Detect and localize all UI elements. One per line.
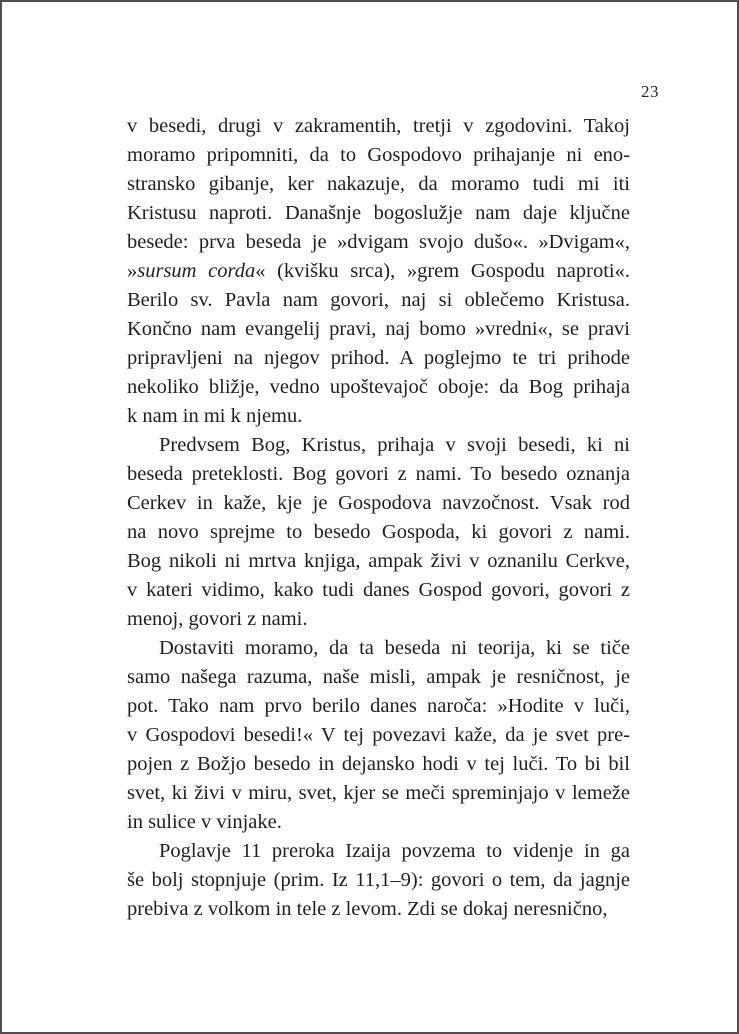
text-line [127, 750, 630, 779]
text-segment: pot. Tako nam prvo berilo danes naroča: »Hodite v luči, [127, 695, 630, 717]
text-segment: v kateri vidimo, kako tudi danes Gospod govori, govori z [127, 579, 630, 601]
text-line [127, 344, 630, 373]
text-segment: v Gospodovi besedi!« V tej povezavi kaže, da je svet pre- [127, 724, 630, 746]
text-line [127, 721, 630, 750]
text-line [127, 866, 630, 895]
text-segment: prebiva z volkom in tele z levom. Zdi se dokaj neresnično, [127, 898, 608, 920]
text-segment: in sulice v vinjake. [127, 811, 282, 833]
text-line [127, 402, 630, 431]
text-line [127, 547, 630, 576]
text-segment: še bolj stopnjuje (prim. Iz 11,1–9): govori o tem, da jagnje [127, 869, 630, 891]
text-line [127, 663, 630, 692]
text-line [127, 199, 630, 228]
text-block [127, 112, 630, 924]
text-segment: nekoliko bližje, vedno upoštevajoč oboje: da Bog prihaja [127, 376, 630, 398]
text-line [127, 170, 630, 199]
paragraph [127, 112, 630, 431]
text-line [127, 257, 630, 286]
text-line [127, 315, 630, 344]
text-line [127, 112, 630, 141]
text-segment: besede: prva beseda je »dvigam svojo dušo«. »Dvigam«, [127, 231, 630, 253]
text-segment: Berilo sv. Pavla nam govori, naj si oblečemo Kristusa. [127, 289, 630, 311]
text-segment: Kristusu naproti. Današnje bogoslužje nam daje ključne [127, 202, 630, 224]
paragraph [127, 634, 630, 837]
text-segment: na novo sprejme to besedo Gospoda, ki govori z nami. [127, 521, 630, 543]
text-line [127, 460, 630, 489]
page-number: 23 [641, 82, 659, 101]
text-segment: beseda preteklosti. Bog govori z nami. To besedo oznanja [127, 463, 630, 485]
text-line [127, 692, 630, 721]
text-line [127, 489, 630, 518]
text-segment: » [127, 260, 138, 282]
text-line [127, 228, 630, 257]
text-line [127, 373, 630, 402]
text-line [127, 518, 630, 547]
text-segment: samo našega razuma, naše misli, ampak je resničnost, je [127, 666, 630, 688]
paragraph [127, 837, 630, 924]
text-line [127, 141, 630, 170]
text-segment: moramo pripomniti, da to Gospodovo prihajanje ni eno- [127, 144, 630, 166]
text-line [127, 895, 630, 924]
text-line [127, 605, 630, 634]
text-segment: svet, ki živi v miru, svet, kjer se meči spreminjajo v lemeže [127, 782, 630, 804]
text-segment: pripravljeni na njegov prihod. A poglejmo te tri prihode [127, 347, 630, 369]
text-line [127, 808, 630, 837]
text-line [127, 779, 630, 808]
text-segment: v besedi, drugi v zakramentih, tretji v zgodovini. Takoj [127, 115, 630, 137]
text-segment: k nam in mi k njemu. [127, 405, 303, 427]
text-segment: Bog nikoli ni mrtva knjiga, ampak živi v oznanilu Cerkve, [127, 550, 630, 572]
text-line [127, 576, 630, 605]
text-segment: Dostaviti moramo, da ta beseda ni teorija, ki se tiče [159, 637, 630, 659]
text-segment: Predvsem Bog, Kristus, prihaja v svoji besedi, ki ni [159, 434, 630, 456]
italic-latin-phrase: sursum corda [137, 260, 256, 282]
paragraph [127, 431, 630, 634]
text-line [127, 837, 630, 866]
text-segment: « (kvišku srca), »grem Gospodu naproti«. [255, 260, 630, 282]
text-line [127, 286, 630, 315]
text-segment: Cerkev in kaže, kje je Gospodova navzočnost. Vsak rod [127, 492, 630, 514]
text-segment: menoj, govori z nami. [127, 608, 308, 630]
text-segment: Poglavje 11 preroka Izaija povzema to videnje in ga [159, 840, 630, 862]
text-line [127, 431, 630, 460]
text-segment: Končno nam evangelij pravi, naj bomo »vredni«, se pravi [127, 318, 630, 340]
text-segment: stransko gibanje, ker nakazuje, da moramo tudi mi iti [127, 173, 630, 195]
text-segment: pojen z Božjo besedo in dejansko hodi v tej luči. To bi bil [127, 753, 630, 775]
text-line [127, 634, 630, 663]
